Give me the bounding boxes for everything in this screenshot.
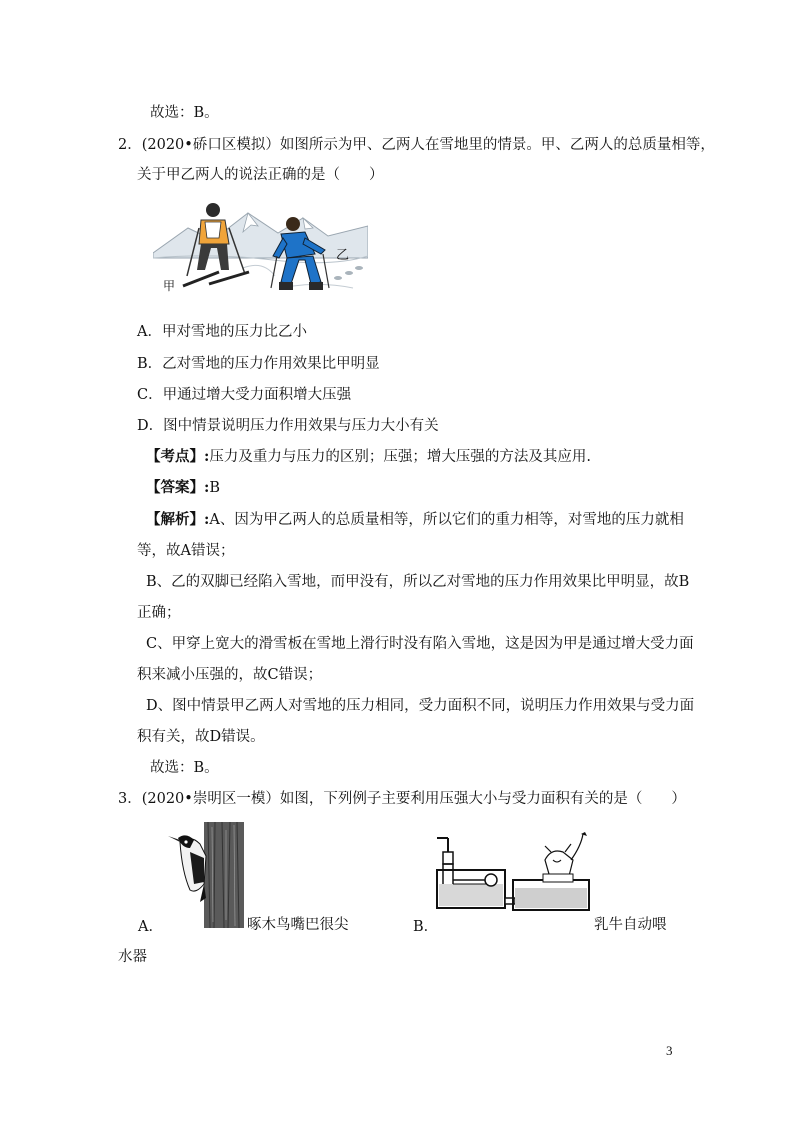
answer-label: 【答案】: bbox=[146, 479, 210, 496]
analysis-text-1: A、因为甲乙两人的总质量相等，所以它们的重力相等，对雪地的压力就相 bbox=[209, 512, 684, 528]
analysis-line3: B、乙的双脚已经陷入雪地，而甲没有，所以乙对雪地的压力作用效果比甲明显，故B bbox=[146, 574, 690, 590]
kaodian-label: 【考点】: bbox=[146, 448, 210, 465]
analysis-line4: 正确； bbox=[137, 605, 181, 621]
q3-option-a-text: 啄木鸟嘴巴很尖 bbox=[247, 917, 349, 933]
answer bbox=[146, 478, 220, 498]
q2-choice: 故选：B。 bbox=[150, 760, 219, 776]
q2-option-d: D．图中情景说明压力作用效果与压力大小有关 bbox=[137, 418, 439, 434]
q3-option-b-text: 乳牛自动喂 bbox=[594, 917, 667, 933]
q2-stem-line2: 关于甲乙两人的说法正确的是（ ） bbox=[137, 167, 384, 183]
q2-option-c: C．甲通过增大受力面积增大压强 bbox=[137, 387, 352, 403]
prev-choice: 故选：B。 bbox=[150, 105, 219, 121]
analysis-line6: 积来减小压强的，故C错误； bbox=[137, 667, 323, 683]
analysis-line8: 积有关，故D错误。 bbox=[137, 729, 265, 745]
analysis-line7: D、图中情景甲乙两人对雪地的压力相同，受力面积不同，说明压力作用效果与受力面 bbox=[146, 698, 695, 714]
q2-option-b: B．乙对雪地的压力作用效果比甲明显 bbox=[137, 356, 380, 372]
q3-option-b-text-cont: 水器 bbox=[118, 949, 147, 965]
analysis-line1 bbox=[146, 510, 684, 530]
answer-text: B bbox=[209, 480, 221, 496]
q3-option-a-letter: A． bbox=[138, 919, 163, 935]
woodpecker-figure bbox=[160, 822, 244, 928]
analysis-line2: 等，故A错误； bbox=[137, 543, 235, 559]
q2-stem-line1: 2．(2020•硚口区模拟）如图所示为甲、乙两人在雪地里的情景。甲、乙两人的总质量相等， bbox=[118, 137, 715, 153]
analysis-line5: C、甲穿上宽大的滑雪板在雪地上滑行时没有陷入雪地，这是因为甲是通过增大受力面 bbox=[146, 636, 694, 652]
cow-waterer-figure bbox=[433, 830, 591, 915]
kaodian bbox=[146, 447, 591, 467]
q3-option-b-letter: B． bbox=[413, 919, 439, 935]
kaodian-text: 压力及重力与压力的区别；压强；增大压强的方法及其应用. bbox=[209, 449, 591, 465]
figure-label-yi: 乙 bbox=[336, 248, 350, 263]
analysis-label: 【解析】: bbox=[146, 511, 210, 528]
q3-stem: 3．(2020•崇明区一模）如图，下列例子主要利用压强大小与受力面积有关的是（ ） bbox=[118, 791, 686, 807]
q2-option-a: A．甲对雪地的压力比乙小 bbox=[137, 324, 307, 340]
page-number: 3 bbox=[666, 1043, 673, 1058]
figure-label-jia: 甲 bbox=[163, 279, 176, 293]
